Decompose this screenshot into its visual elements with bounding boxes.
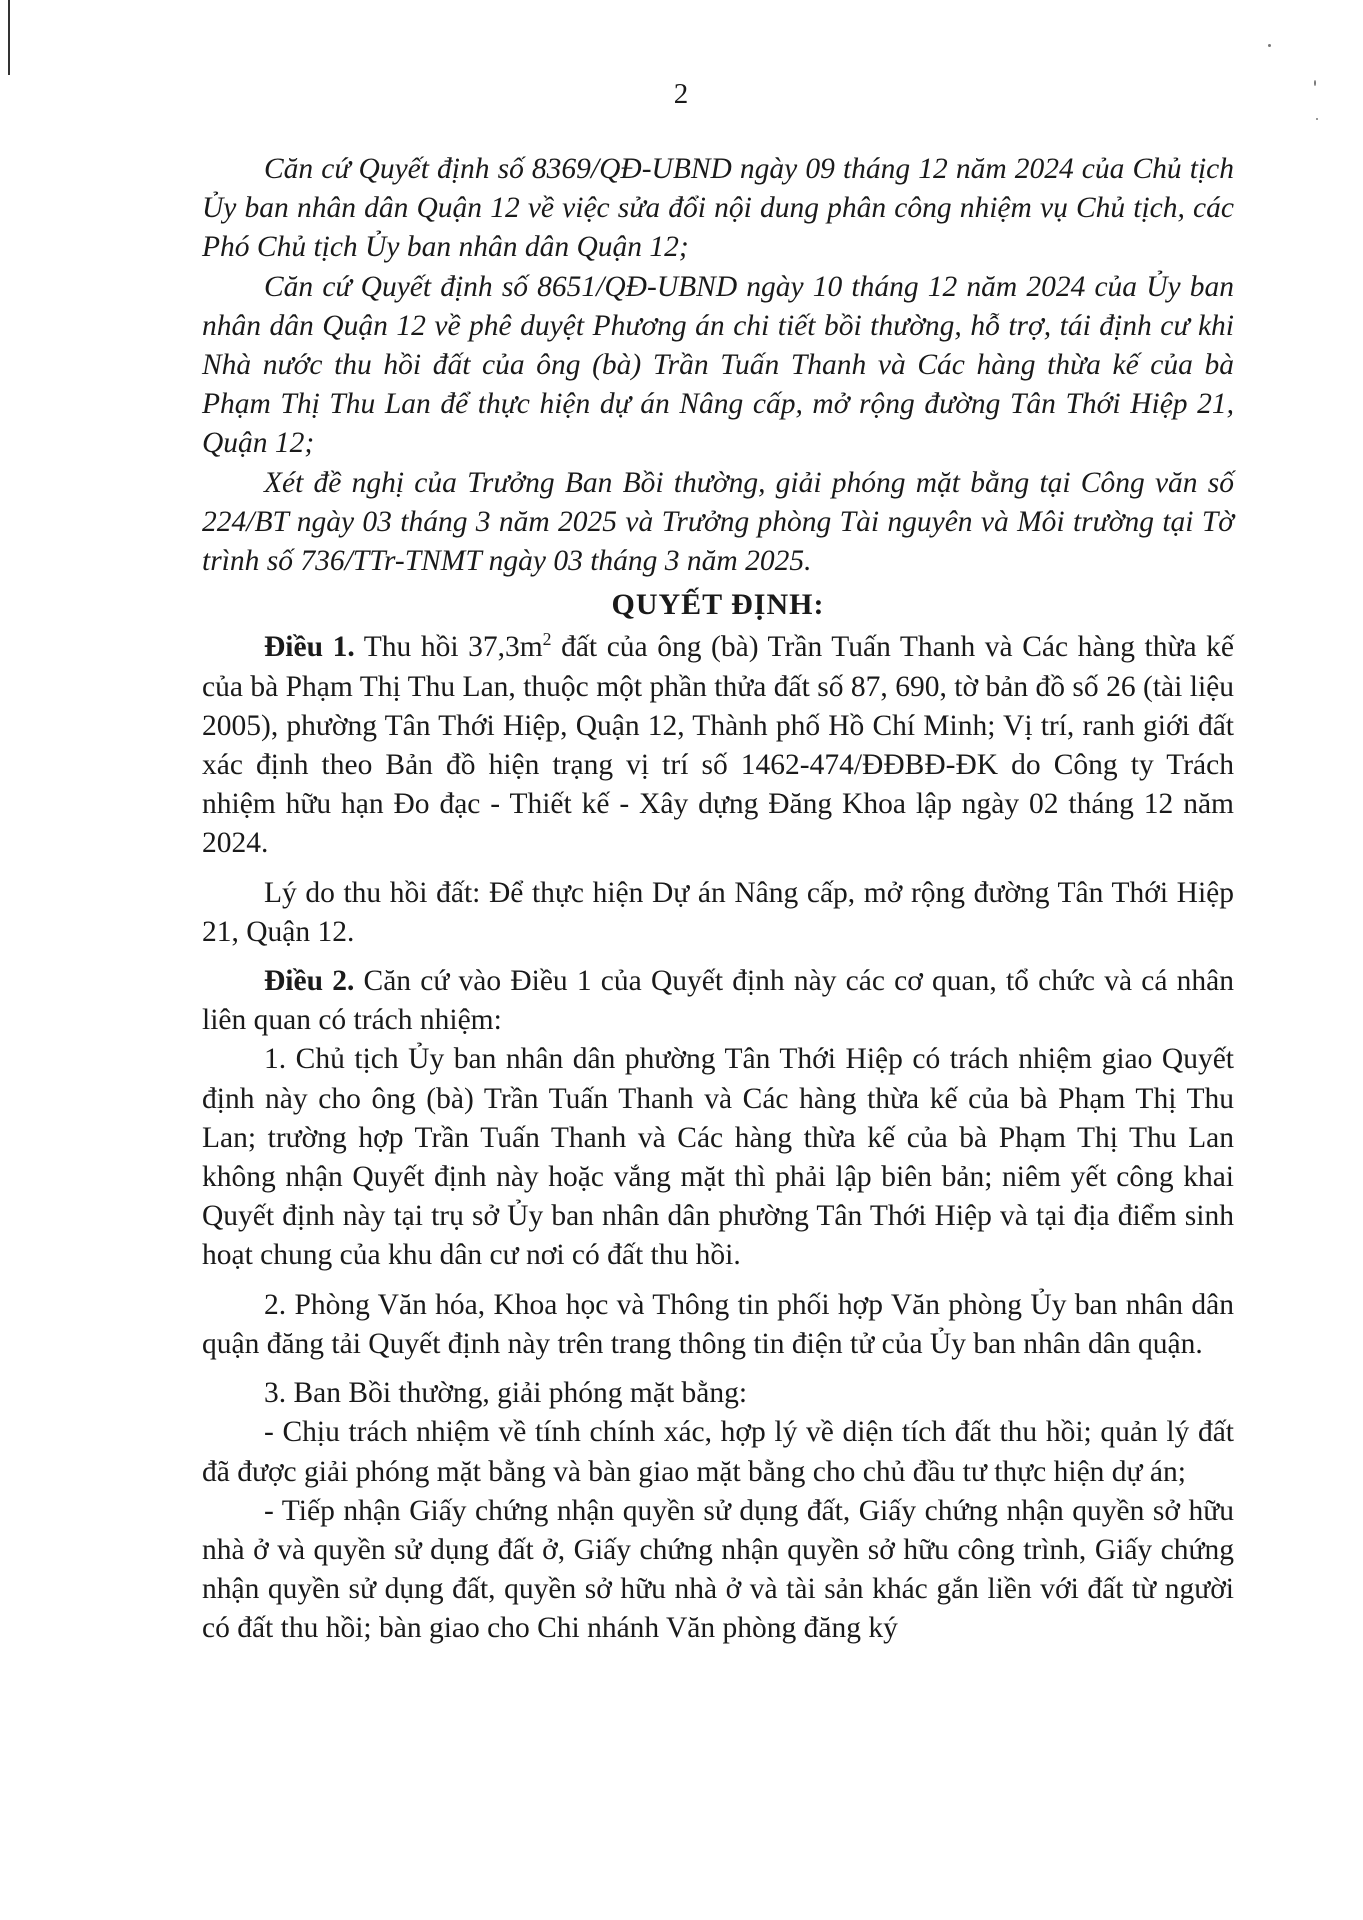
decision-heading: QUYẾT ĐỊNH: <box>611 588 825 622</box>
article-2-item-3-bullet: - Tiếp nhận Giấy chứng nhận quyền sử dụng đất, Giấy chứng nhận quyền sở hữu nhà ở và quyền sử dụng đất ở, Giấy chứng nhận quyền sở hữu công trình, Giấy chứng nhận quyền sử dụng đất, quyền sở hữu nhà ở và tài sản khác gắn liền với đất từ người có đất thu hồi; bàn giao cho Chi nhánh Văn phòng đăng ký <box>202 1494 1234 1645</box>
scan-speck <box>1268 44 1271 47</box>
preamble-paragraph: Căn cứ Quyết định số 8369/QĐ-UBND ngày 09 tháng 12 năm 2024 của Chủ tịch Ủy ban nhân dân Quận 12 về việc sửa đổi nội dung phân công nhiệm vụ Chủ tịch, các Phó Chủ tịch Ủy ban nhân dân Quận 12; <box>202 153 1234 264</box>
preamble-paragraph: Căn cứ Quyết định số 8651/QĐ-UBND ngày 10 tháng 12 năm 2024 của Ủy ban nhân dân Quận 12 về phê duyệt Phương án chi tiết bồi thường, hỗ trợ, tái định cư khi Nhà nước thu hồi đất của ông (bà) Trần Tuấn Thanh và Các hàng thừa kế của bà Phạm Thị Thu Lan để thực hiện dự án Nâng cấp, mở rộng đường Tân Thới Hiệp 21, Quận 12; <box>202 270 1234 460</box>
article-2-item-3-bullet: - Chịu trách nhiệm về tính chính xác, hợp lý về diện tích đất thu hồi; quản lý đất đã được giải phóng mặt bằng và bàn giao mặt bằng cho chủ đầu tư thực hiện dự án; <box>202 1416 1234 1488</box>
document-body <box>202 150 1234 1649</box>
article-2 <box>202 962 1234 1040</box>
article-2-item-1: 1. Chủ tịch Ủy ban nhân dân phường Tân Thới Hiệp có trách nhiệm giao Quyết định này cho ông (bà) Trần Tuấn Thanh và Các hàng thừa kế của bà Phạm Thị Thu Lan; trường hợp Trần Tuấn Thanh và Các hàng thừa kế của bà Phạm Thị Thu Lan không nhận Quyết định này hoặc vắng mặt thì phải lập biên bản; niêm yết công khai Quyết định này tại trụ sở Ủy ban nhân dân phường Tân Thới Hiệp và tại địa điểm sinh hoạt chung của khu dân cư nơi có đất thu hồi. <box>202 1043 1234 1272</box>
article-1-reason: Lý do thu hồi đất: Để thực hiện Dự án Nâng cấp, mở rộng đường Tân Thới Hiệp 21, Quận 12. <box>202 876 1234 948</box>
article-1-label: Điều 1. <box>264 631 355 664</box>
scan-speck <box>1316 118 1318 120</box>
article-2-item-3: 3. Ban Bồi thường, giải phóng mặt bằng: <box>264 1377 748 1410</box>
article-2-item-2: 2. Phòng Văn hóa, Khoa học và Thông tin phối hợp Văn phòng Ủy ban nhân dân quận đăng tải Quyết định này trên trang thông tin điện tử của Ủy ban nhân dân quận. <box>202 1288 1234 1360</box>
article-1-text-after: đất của ông (bà) Trần Tuấn Thanh và Các hàng thừa kế của bà Phạm Thị Thu Lan, thuộc một phần thửa đất số 87, 690, tờ bản đồ số 26 (tài liệu 2005), phường Tân Thới Hiệp, Quận 12, Thành phố Hồ Chí Minh; Vị trí, ranh giới đất xác định theo Bản đồ hiện trạng vị trí số 1462-474/ĐĐBĐ-ĐK do Công ty Trách nhiệm hữu hạn Đo đạc - Thiết kế - Xây dựng Đăng Khoa lập ngày 02 tháng 12 năm 2024. <box>202 631 1234 860</box>
article-1 <box>202 628 1234 863</box>
article-1-text-before: Thu hồi 37,3m <box>354 631 543 664</box>
page-number: 2 <box>673 78 690 110</box>
preamble-paragraph: Xét đề nghị của Trưởng Ban Bồi thường, giải phóng mặt bằng tại Công văn số 224/BT ngày 03 tháng 3 năm 2025 và Trưởng phòng Tài nguyên và Môi trường tại Tờ trình số 736/TTr-TNMT ngày 03 tháng 3 năm 2025. <box>202 466 1234 578</box>
scan-margin-line <box>8 0 10 75</box>
article-2-text: Căn cứ vào Điều 1 của Quyết định này các cơ quan, tổ chức và cá nhân liên quan có trách nhiệm: <box>202 965 1234 1037</box>
article-2-label: Điều 2. <box>264 965 355 998</box>
article-1-superscript: 2 <box>542 629 552 650</box>
